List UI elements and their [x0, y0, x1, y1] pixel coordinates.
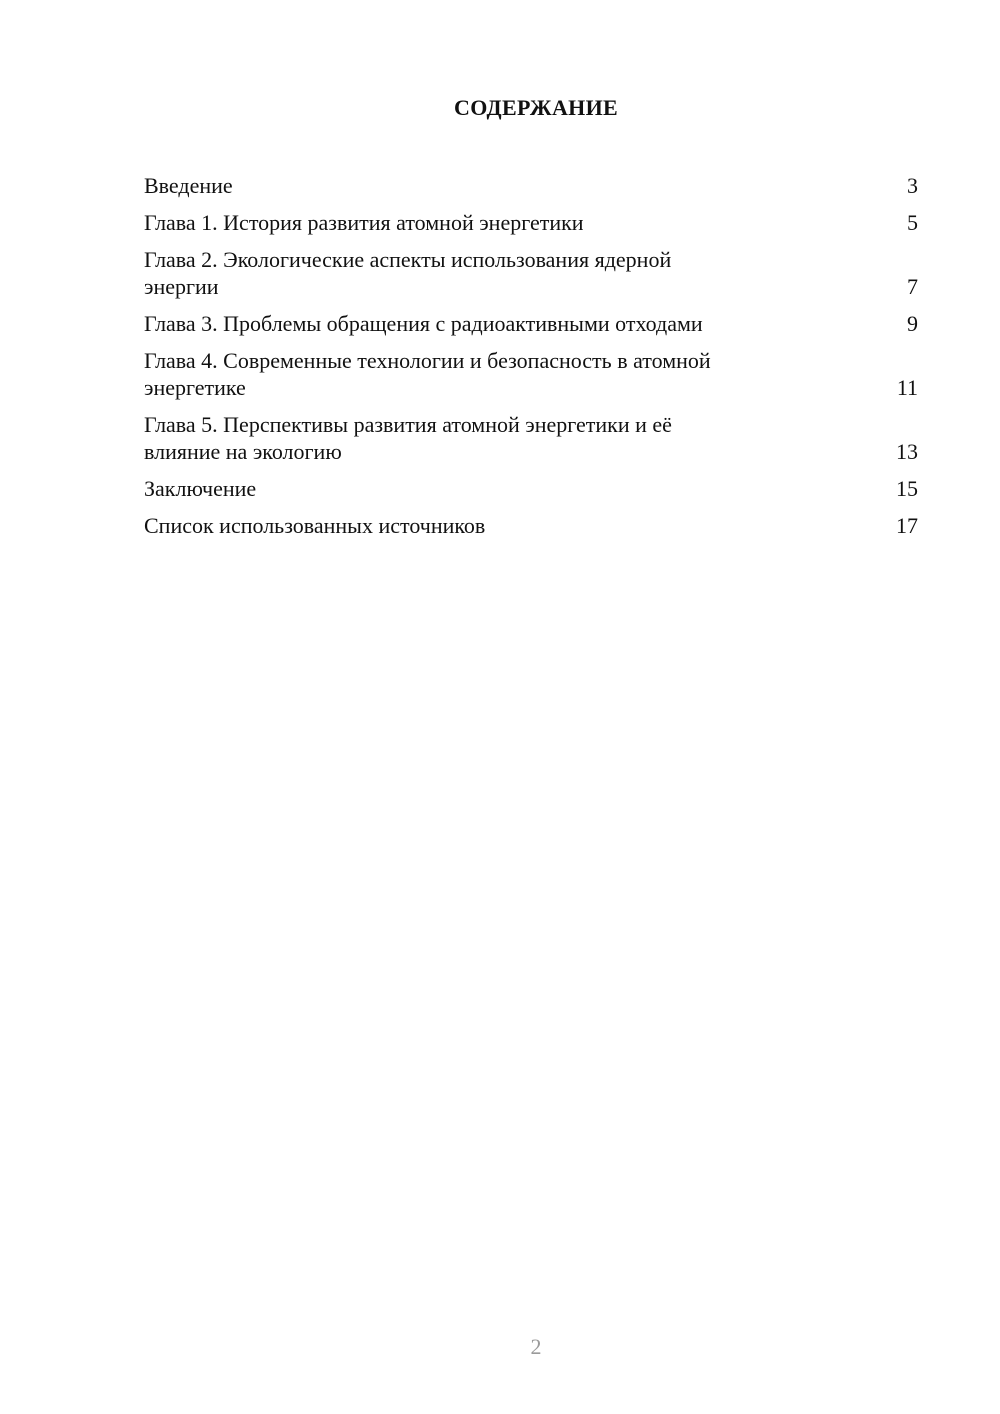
toc-entry-introduction: [144, 172, 918, 199]
toc-entry-chapter-5: [144, 411, 918, 465]
table-of-contents: [144, 172, 918, 549]
toc-entry-label: Список использованных источников: [144, 513, 486, 538]
toc-entry-page: 15: [896, 476, 918, 501]
toc-entry-conclusion: [144, 475, 918, 502]
toc-entry-label: Глава 5. Перспективы развития атомной энергетики и её влияние на экологию: [144, 412, 672, 464]
toc-entry-label: Введение: [144, 173, 233, 198]
toc-entry-chapter-4: [144, 347, 918, 401]
toc-entry-page: 5: [907, 210, 918, 235]
toc-title: СОДЕРЖАНИЕ: [454, 95, 618, 120]
toc-entry-page: 7: [907, 274, 918, 299]
toc-entry-label: Глава 4. Современные технологии и безопасность в атомной энергетике: [144, 348, 711, 400]
toc-entry-chapter-3: [144, 310, 918, 337]
toc-entry-chapter-2: [144, 246, 918, 300]
toc-entry-references: [144, 512, 918, 539]
toc-entry-label: Глава 3. Проблемы обращения с радиоактивными отходами: [144, 311, 703, 336]
toc-entry-label: Глава 1. История развития атомной энергетики: [144, 210, 584, 235]
page-number: 2: [530, 1334, 542, 1359]
toc-entry-label: Заключение: [144, 476, 257, 501]
toc-entry-label: Глава 2. Экологические аспекты использования ядерной энергии: [144, 247, 672, 299]
toc-entry-page: 17: [896, 513, 918, 538]
toc-entry-chapter-1: [144, 209, 918, 236]
toc-entry-page: 3: [907, 173, 918, 198]
toc-entry-page: 11: [896, 375, 918, 400]
toc-entry-page: 13: [896, 439, 918, 464]
toc-entry-page: 9: [907, 311, 918, 336]
